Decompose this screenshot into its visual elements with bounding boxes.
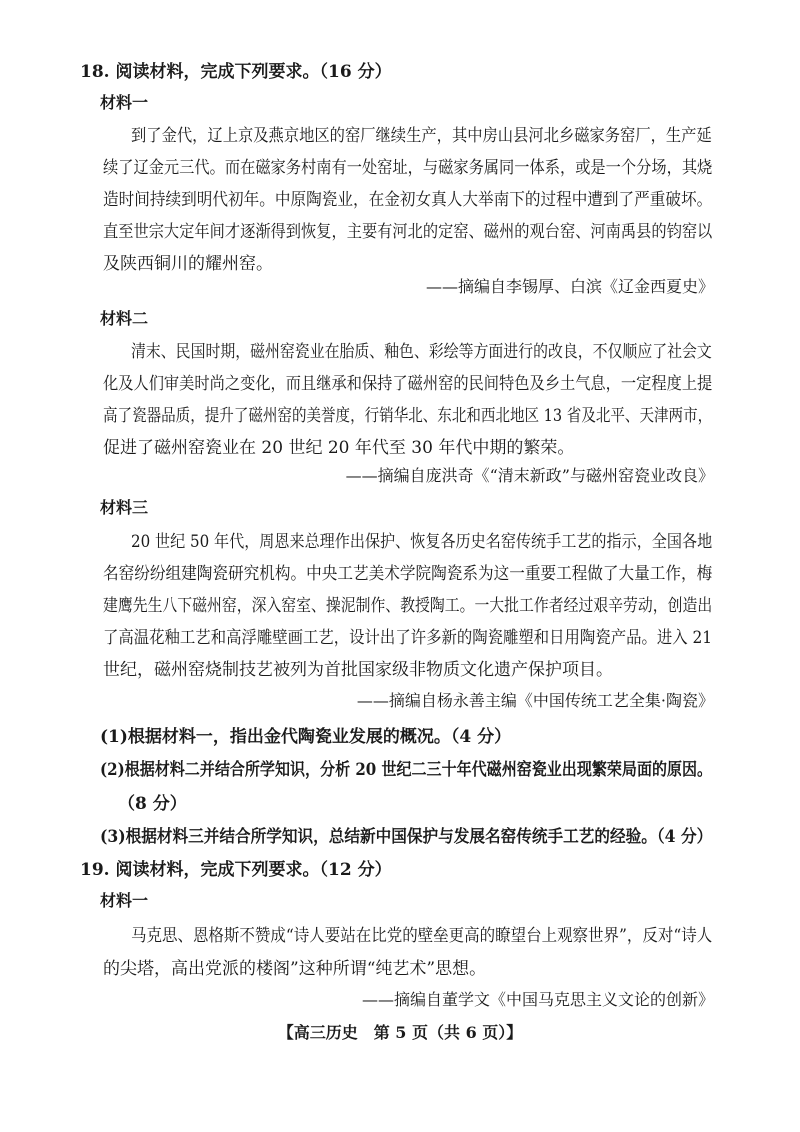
q18-ask-2: (2)根据材料二并结合所学知识，分析 20 世纪二三十年代磁州窑瓷业出现繁荣局面的原因。 bbox=[100, 760, 713, 780]
q18-m3-line-5: 世纪，磁州窑烧制技艺被列为首批国家级非物质文化遗产保护项目。 bbox=[103, 660, 613, 680]
q18-m1-line-1: 到了金代，辽上京及燕京地区的窑厂继续生产，其中房山县河北乡磁家务窑厂，生产延 bbox=[131, 126, 712, 146]
q18-m3-source: ——摘编自杨永善主编《中国传统工艺全集·陶瓷》 bbox=[356, 691, 714, 710]
q18-m1-line-4: 直至世宗大定年间才逐渐得到恢复，主要有河北的定窑、磁州的观台窑、河南禹县的钧窑以 bbox=[103, 222, 713, 242]
q18-material-1-label: 材料一 bbox=[100, 93, 149, 112]
q18-m2-source: ——摘编自庞洪奇《“清末新政”与磁州窑瓷业改良》 bbox=[345, 466, 714, 485]
q18-m2-line-1: 清末、民国时期，磁州窑瓷业在胎质、釉色、彩绘等方面进行的改良，不仅顺应了社会文 bbox=[131, 342, 712, 362]
q18-ask-3: (3)根据材料三并结合所学知识，总结新中国保护与发展名窑传统手工艺的经验。（4 分） bbox=[100, 827, 713, 847]
q18-m1-line-5: 及陕西铜川的耀州窑。 bbox=[103, 254, 273, 274]
q18-material-3-label: 材料三 bbox=[100, 498, 149, 517]
q18-m1-source: ——摘编自李锡厚、白滨《辽金西夏史》 bbox=[425, 277, 714, 296]
q18-m1-line-3: 造时间持续到明代初年。中原陶瓷业，在金初女真人大举南下的过程中遭到了严重破坏。 bbox=[103, 190, 713, 210]
q18-m2-line-4: 促进了磁州窑瓷业在 20 世纪 20 年代至 30 年代中期的繁荣。 bbox=[103, 438, 575, 458]
question-18-title: 18. 阅读材料，完成下列要求。（16 分） bbox=[80, 62, 392, 82]
q19-m1-source: ——摘编自董学文《中国马克思主义文论的创新》 bbox=[361, 990, 714, 1009]
q18-m3-line-3: 建鹰先生八下磁州窑，深入窑室、操泥制作、教授陶工。一大批工作者经过艰辛劳动，创造出 bbox=[103, 596, 713, 616]
q18-m3-line-1: 20 世纪 50 年代，周恩来总理作出保护、恢复各历史名窑传统手工艺的指示，全国各地 bbox=[131, 532, 713, 552]
q19-m1-line-2: 的尖塔，高出党派的楼阁”这种所谓“纯艺术”思想。 bbox=[103, 959, 487, 979]
q18-m3-line-2: 名窑纷纷组建陶瓷研究机构。中央工艺美术学院陶瓷系为这一重要工程做了大量工作，梅 bbox=[103, 564, 713, 584]
q18-m2-line-3: 高了瓷器品质，提升了磁州窑的美誉度，行销华北、东北和西北地区 13 省及北平、天津两市， bbox=[103, 406, 713, 426]
q18-m1-line-2: 续了辽金元三代。而在磁家务村南有一处窑址，与磁家务属同一体系，或是一个分场，其烧 bbox=[103, 158, 713, 178]
q18-ask-1: (1)根据材料一，指出金代陶瓷业发展的概况。（4 分） bbox=[100, 727, 512, 747]
page-footer: 【高三历史 第 5 页（共 6 页）】 bbox=[277, 1023, 523, 1042]
q18-m3-line-4: 了高温花釉工艺和高浮雕壁画工艺，设计出了许多新的陶瓷雕塑和日用陶瓷产品。进入 21 bbox=[103, 628, 713, 648]
q19-m1-line-1: 马克思、恩格斯不赞成“诗人要站在比党的壁垒更高的瞭望台上观察世界”，反对“诗人 bbox=[131, 926, 713, 946]
q18-material-2-label: 材料二 bbox=[100, 309, 149, 328]
question-19-title: 19. 阅读材料，完成下列要求。（12 分） bbox=[80, 860, 392, 880]
q19-material-1-label: 材料一 bbox=[100, 891, 149, 910]
q18-ask-2-score: （8 分） bbox=[118, 794, 187, 814]
q18-m2-line-2: 化及人们审美时尚之变化，而且继承和保持了磁州窑的民间特色及乡土气息，一定程度上提 bbox=[103, 374, 713, 394]
